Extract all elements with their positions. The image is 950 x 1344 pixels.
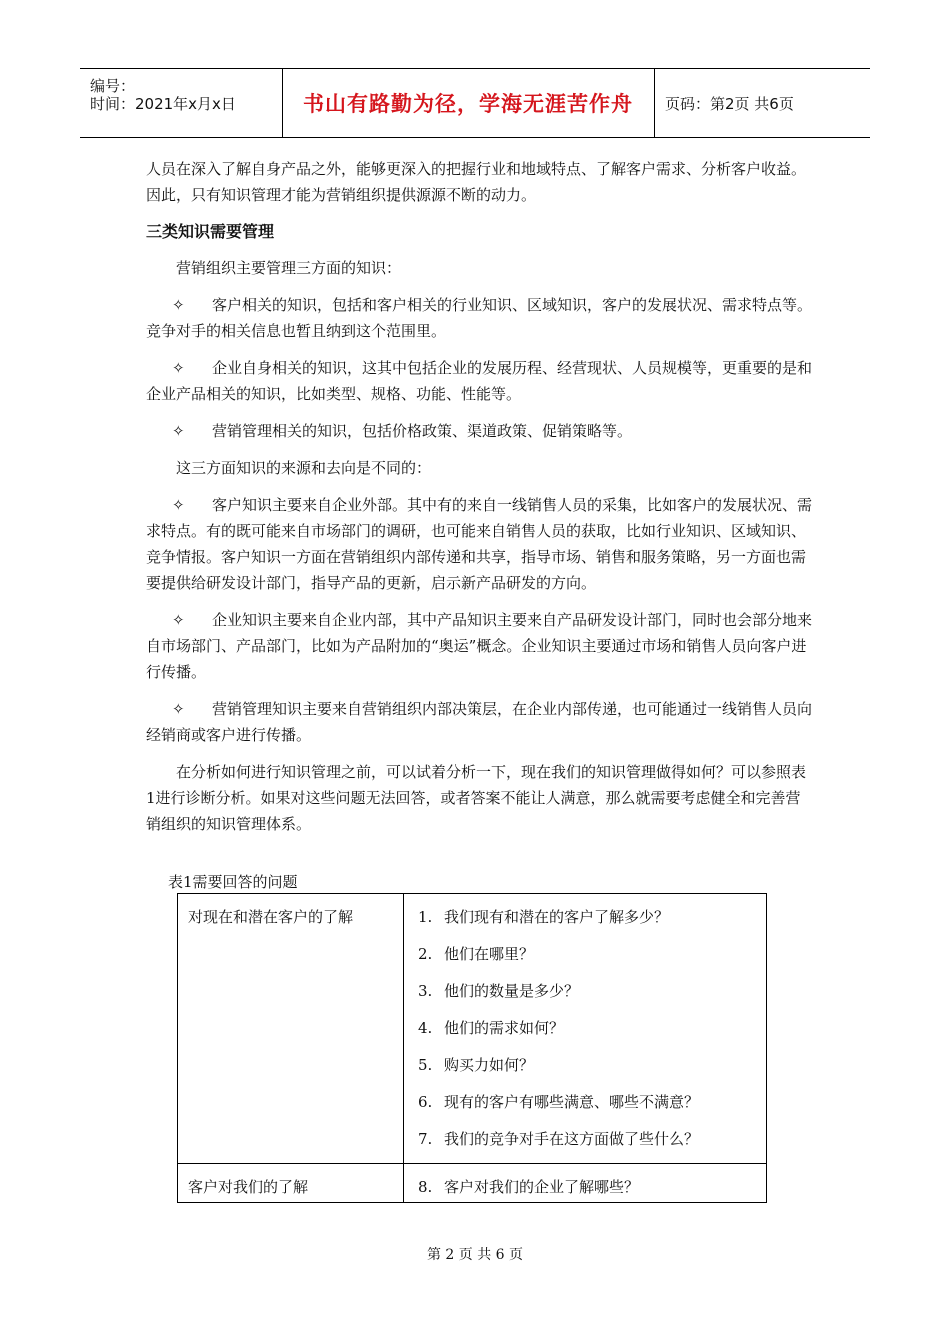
diamond-bullet-icon: ✧ <box>172 296 185 314</box>
question-item <box>418 978 766 1015</box>
bullet-text: 营销管理知识主要来自营销组织内部决策层，在企业内部传递，也可能通过一线销售人员向经销商或客户进行传播。 <box>146 700 813 744</box>
question-item <box>418 1052 766 1089</box>
question-item <box>418 1174 766 1202</box>
table-row <box>178 1164 767 1203</box>
question-number: 6. <box>418 1093 433 1111</box>
question-text: 现有的客户有哪些满意、哪些不满意？ <box>444 1093 700 1111</box>
diamond-bullet-icon: ✧ <box>172 611 185 629</box>
bullet-text: 企业自身相关的知识，这其中包括企业的发展历程、经营现状、人员规模等，更重要的是和企业产品相关的知识，比如类型、规格、功能、性能等。 <box>146 359 813 403</box>
bullet-text: 企业知识主要来自企业内部，其中产品知识主要来自产品研发设计部门，同时也会部分地来自市场部门、产品部门，比如为产品附加的“奥运”概念。企业知识主要通过市场和销售人员向客户进行传播。 <box>146 611 813 681</box>
question-number: 4. <box>418 1019 433 1037</box>
table-caption: 表1需要回答的问题 <box>168 873 298 891</box>
page-header <box>80 68 870 138</box>
bullet-customer-knowledge <box>146 292 814 344</box>
question-number: 5. <box>418 1056 433 1074</box>
bullet-marketing-source <box>146 696 814 748</box>
question-text: 购买力如何？ <box>444 1056 535 1074</box>
table-row <box>178 894 767 1164</box>
question-item <box>418 1015 766 1052</box>
question-number: 2. <box>418 945 433 963</box>
question-number: 3. <box>418 982 433 1000</box>
question-text: 客户对我们的企业了解哪些？ <box>444 1178 640 1196</box>
document-date: 时间：2021年x月x日 <box>90 95 236 113</box>
question-text: 他们的需求如何？ <box>444 1019 565 1037</box>
page-footer: 第 2 页 共 6 页 <box>426 1247 524 1263</box>
section-heading: 三类知识需要管理 <box>146 222 275 241</box>
question-text: 我们的竞争对手在这方面做了些什么？ <box>444 1130 700 1148</box>
document-number: 编号： <box>90 77 136 95</box>
diamond-bullet-icon: ✧ <box>172 700 185 718</box>
question-item <box>418 904 766 941</box>
bullet-text: 客户知识主要来自企业外部。其中有的来自一线销售人员的采集，比如客户的发展状况、需求特点。有的既可能来自市场部门的调研，也可能来自销售人员的获取，比如行业知识、区域知识、竞争情报。客户知识一方面在营销组织内部传递和共享，指导市场、销售和服务策略，另一方面也需要提供给研发设计部门，指导产品的更新，启示新产品研发的方向。 <box>146 496 813 592</box>
question-item <box>418 1126 766 1163</box>
table-category-cell: 对现在和潜在客户的了解 <box>178 894 404 1164</box>
bullet-customer-source <box>146 492 814 596</box>
bullet-enterprise-source <box>146 607 814 685</box>
intro-paragraph: 人员在深入了解自身产品之外，能够更深入的把握行业和地域特点、了解客户需求、分析客户收益。因此，只有知识管理才能为营销组织提供源源不断的动力。 <box>146 160 807 204</box>
header-page-info: 页码：第2页 共6页 <box>665 94 794 113</box>
table-questions-cell <box>404 894 767 1164</box>
header-meta <box>80 69 283 137</box>
question-number: 8. <box>418 1178 433 1196</box>
analysis-paragraph: 在分析如何进行知识管理之前，可以试着分析一下，现在我们的知识管理做得如何？可以参照表1进行诊断分析。如果对这些问题无法回答，或者答案不能让人满意，那么就需要考虑健全和完善营销组织的知识管理体系。 <box>146 763 807 833</box>
header-motto: 书山有路勤为径，学海无涯苦作舟 <box>303 92 633 116</box>
bullet-enterprise-knowledge <box>146 355 814 407</box>
lead-paragraph-2: 这三方面知识的来源和去向是不同的： <box>176 459 432 477</box>
question-number: 7. <box>418 1130 433 1148</box>
table-questions-cell <box>404 1164 767 1203</box>
diamond-bullet-icon: ✧ <box>172 496 185 514</box>
question-text: 他们的数量是多少？ <box>444 982 580 1000</box>
bullet-text: 客户相关的知识，包括和客户相关的行业知识、区域知识，客户的发展状况、需求特点等。竞争对手的相关信息也暂且纳到这个范围里。 <box>146 296 813 340</box>
document-body <box>146 156 814 848</box>
table-category-cell: 客户对我们的了解 <box>178 1164 404 1203</box>
question-item <box>418 1089 766 1126</box>
question-number: 1. <box>418 908 433 926</box>
lead-paragraph-1: 营销组织主要管理三方面的知识： <box>176 259 402 277</box>
bullet-text: 营销管理相关的知识，包括价格政策、渠道政策、促销策略等。 <box>212 422 633 440</box>
bullet-marketing-knowledge <box>146 418 814 444</box>
diamond-bullet-icon: ✧ <box>172 422 185 440</box>
header-motto-cell <box>282 69 655 137</box>
question-text: 他们在哪里？ <box>444 945 535 963</box>
questions-table <box>177 893 767 1203</box>
diamond-bullet-icon: ✧ <box>172 359 185 377</box>
question-item <box>418 941 766 978</box>
question-text: 我们现有和潜在的客户了解多少？ <box>444 908 670 926</box>
